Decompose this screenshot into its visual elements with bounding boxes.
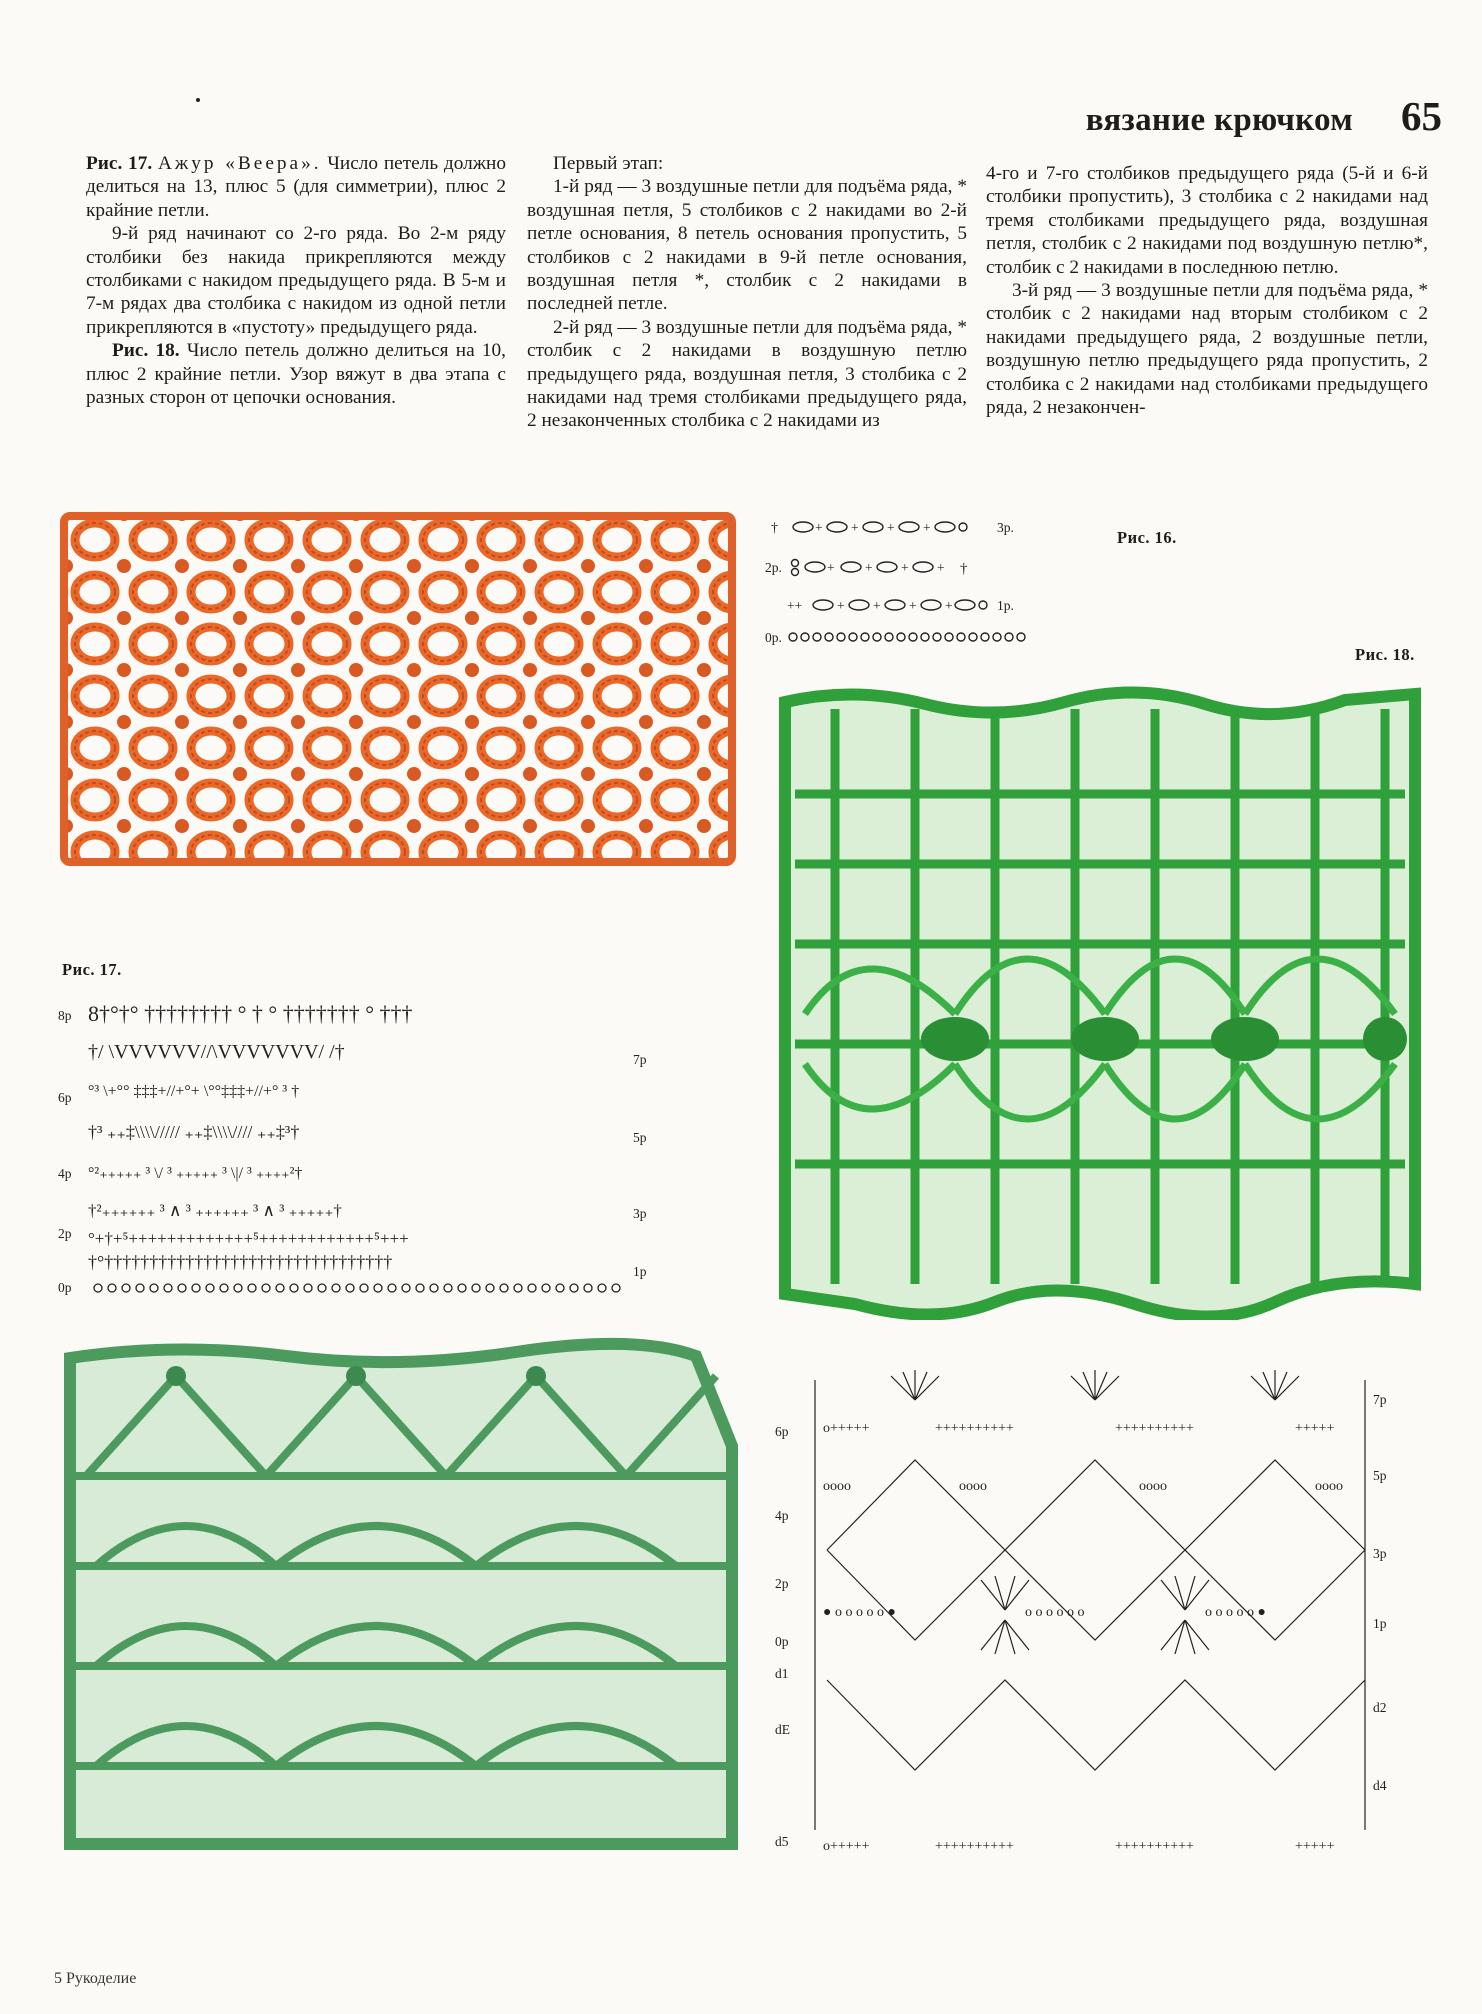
page-number: 65 (1401, 93, 1442, 139)
row-label: 7р (633, 1052, 647, 1067)
row-label: 8р (58, 1008, 72, 1023)
svg-text:o+++++: o+++++ (823, 1421, 870, 1436)
paragraph: 4-го и 7-го столбиков предыдущего ряда (5-й и 6-й столбики пропустить), 3 столбика с 2 накидами над тремя столбиками предыдущего ряда, воздушная петля, столбик с 2 накидами под воздушную петлю*, столбик с 2 накидами в последнюю петлю. (986, 163, 1428, 278)
svg-text:+++++: +++++ (1295, 1839, 1335, 1854)
svg-text:++++++++++: ++++++++++ (1115, 1421, 1194, 1436)
svg-text:+: + (873, 598, 881, 613)
svg-text:+: + (937, 560, 945, 575)
row-label: 3р (633, 1206, 647, 1221)
svg-text:†°††††††††††††††††††††††††††††: †°†††††††††††††††††††††††††††††††† (88, 1252, 393, 1272)
row-label: 2р. (765, 560, 782, 575)
photo-fig16-orange-mesh (58, 508, 738, 870)
paragraph: 1-й ряд — 3 воздушные петли для подъёма ряда, * воздушная петля, 5 столбиков с 2 накидами во 2-й петле основания, 8 петель основания пропустить, 5 столбиков с 2 накидами в 9-й петле основания, воздушная петля *, столбик с 2 накидами в последней петле. (527, 176, 967, 315)
row-label: 4р (775, 1508, 789, 1523)
svg-text:+++++: +++++ (1295, 1421, 1335, 1436)
section-title: вязание крючком (1085, 102, 1353, 138)
row-label: 6р (775, 1424, 789, 1439)
row-label: 1р (1373, 1616, 1387, 1631)
svg-text:°+†+⁵+++++++++++++⁵+++++++++++: °+†+⁵+++++++++++++⁵++++++++++++⁵+++ (88, 1229, 409, 1248)
svg-text:†/ \VVVVVV//\VVVVVVV/ /†: †/ \VVVVVV//\VVVVVVV/ /† (88, 1041, 345, 1063)
svg-text:oooo: oooo (823, 1479, 851, 1494)
row-label: d2 (1373, 1700, 1387, 1715)
caption-fig18: Рис. 18. (1355, 645, 1415, 664)
text-column-middle (527, 152, 967, 433)
svg-text:++++++++++: ++++++++++ (935, 1839, 1014, 1854)
paragraph: 2-й ряд — 3 воздушные петли для подъёма ряда, * столбик с 2 накидами в воздушную петлю предыдущего ряда, воздушная петля, 3 столбика с 2 накидами над тремя столбиками предыдущего ряда, 2 незаконченных столбика с 2 накидами из (527, 316, 967, 432)
row-label: 1р. (997, 598, 1014, 613)
row-label: 6р (58, 1090, 72, 1105)
caption-fig16: Рис. 16. (1117, 528, 1177, 547)
text-column-right (986, 162, 1428, 419)
figure-ref: Рис. 18. (112, 340, 180, 362)
row-label: 1р (633, 1264, 647, 1279)
svg-text:+: + (851, 520, 859, 535)
row-label: d5 (775, 1834, 789, 1849)
footer: 5 Рукоделие (54, 1970, 137, 1987)
paragraph-text: Число петель должно делиться на 13, плюс 5 (для симметрии), плюс 2 крайние петли. (86, 153, 507, 221)
row-label: 0р (58, 1280, 72, 1295)
svg-text:°²₊₊₊₊₊ ³ \/ ³ ₊₊₊₊₊ ³ \|/ ³ ₊: °²₊₊₊₊₊ ³ \/ ³ ₊₊₊₊₊ ³ \|/ ³ ₊₊₊₊²† (88, 1165, 303, 1182)
svg-text:++++++++++: ++++++++++ (935, 1421, 1014, 1436)
row-label: dE (775, 1722, 790, 1737)
svg-text:+: + (815, 520, 823, 535)
diagram-fig16 (765, 515, 1085, 650)
photo-fig18-green-lace (775, 684, 1423, 1320)
pattern-name: Ажур «Веера». (157, 153, 322, 174)
paragraph: Первый этап: (553, 153, 664, 174)
caption-fig17: Рис. 17. (62, 960, 122, 979)
paragraph: 3-й ряд — 3 воздушные петли для подъёма ряда, * столбик с 2 накидами над вторым столбиком с 2 накидами предыдущего ряда, 2 воздушные петли, воздушную петлю предыдущего ряда пропустить, 2 столбика с 2 накидами над столбиками предыдущего ряда, 2 незакончен- (986, 280, 1428, 419)
diagram-fig18 (775, 1360, 1395, 1860)
page-header (1086, 92, 1442, 140)
text-column-left (86, 152, 506, 409)
svg-text:+: + (909, 598, 917, 613)
row-label: 4р (58, 1166, 72, 1181)
svg-text:8†°†° †††††††† ° † ° ††††††† °: 8†°†° †††††††† ° † ° ††††††† ° ††† (88, 1001, 413, 1026)
svg-text:†: † (771, 521, 778, 536)
row-label: 2р (58, 1226, 72, 1241)
svg-text:†³ ₊₊‡\\\\///// ₊₊‡\\\\//// ₊₊: †³ ₊₊‡\\\\///// ₊₊‡\\\\//// ₊₊‡³† (88, 1122, 300, 1142)
row-label: 3р. (997, 520, 1014, 535)
svg-text:†: † (960, 561, 968, 577)
row-label: d1 (775, 1666, 789, 1681)
svg-text:+: + (837, 598, 845, 613)
photo-fig17-sage-lace (56, 1336, 746, 1856)
paragraph (86, 152, 506, 222)
svg-text:oooo: oooo (959, 1479, 987, 1494)
svg-text:++++++++++: ++++++++++ (1115, 1839, 1194, 1854)
svg-text:+: + (827, 560, 835, 575)
row-label: d4 (1373, 1778, 1387, 1793)
svg-text:+: + (901, 560, 909, 575)
paragraph: 9-й ряд начинают со 2-го ряда. Во 2-м ряду столбики без накида прикрепляются между столбиками с накидом предыдущего ряда. В 5-м и 7-м рядах два столбика с накидом из одной петли прикрепляются в «пустоту» предыдущего ряда. (86, 223, 506, 338)
paragraph-text: Число петель должно делиться на 10, плюс 2 крайние петли. Узор вяжут в два этапа с разных сторон от цепочки основания. (86, 340, 506, 409)
svg-text:†²₊₊₊₊₊₊ ³ ∧ ³ ₊₊₊₊₊₊ ³ ∧ ³ ₊₊: †²₊₊₊₊₊₊ ³ ∧ ³ ₊₊₊₊₊₊ ³ ∧ ³ ₊₊₊₊₊† (88, 1201, 342, 1220)
svg-text:o+++++: o+++++ (823, 1839, 870, 1854)
svg-text:o o o o o o: o o o o o o (1025, 1605, 1085, 1620)
svg-text:+: + (945, 598, 953, 613)
paragraph (86, 339, 506, 409)
row-label: 0р. (765, 630, 782, 645)
row-label: 3р (1373, 1546, 1387, 1561)
row-label: 2р (775, 1576, 789, 1591)
svg-text:o o o o o ●: o o o o o ● (1205, 1605, 1266, 1620)
figure-ref: Рис. 17. (86, 153, 153, 174)
svg-text:oooo: oooo (1139, 1479, 1167, 1494)
svg-text:+: + (923, 520, 931, 535)
svg-text:++: ++ (787, 598, 803, 613)
svg-text:°³ \+°° ‡‡‡+//+°+ \°°‡‡‡+//+°: °³ \+°° ‡‡‡+//+°+ \°°‡‡‡+//+° ³ † (88, 1083, 300, 1100)
svg-text:+: + (865, 560, 873, 575)
svg-text:oooo: oooo (1315, 1479, 1343, 1494)
row-label: 5р (633, 1130, 647, 1145)
speck (196, 98, 200, 102)
svg-text:+: + (887, 520, 895, 535)
svg-text:● o o o o o ●: ● o o o o o ● (823, 1605, 896, 1620)
diagram-fig17 (58, 996, 678, 1296)
row-label: 0р (775, 1634, 789, 1649)
row-label: 5р (1373, 1468, 1387, 1483)
row-label: 7р (1373, 1392, 1387, 1407)
